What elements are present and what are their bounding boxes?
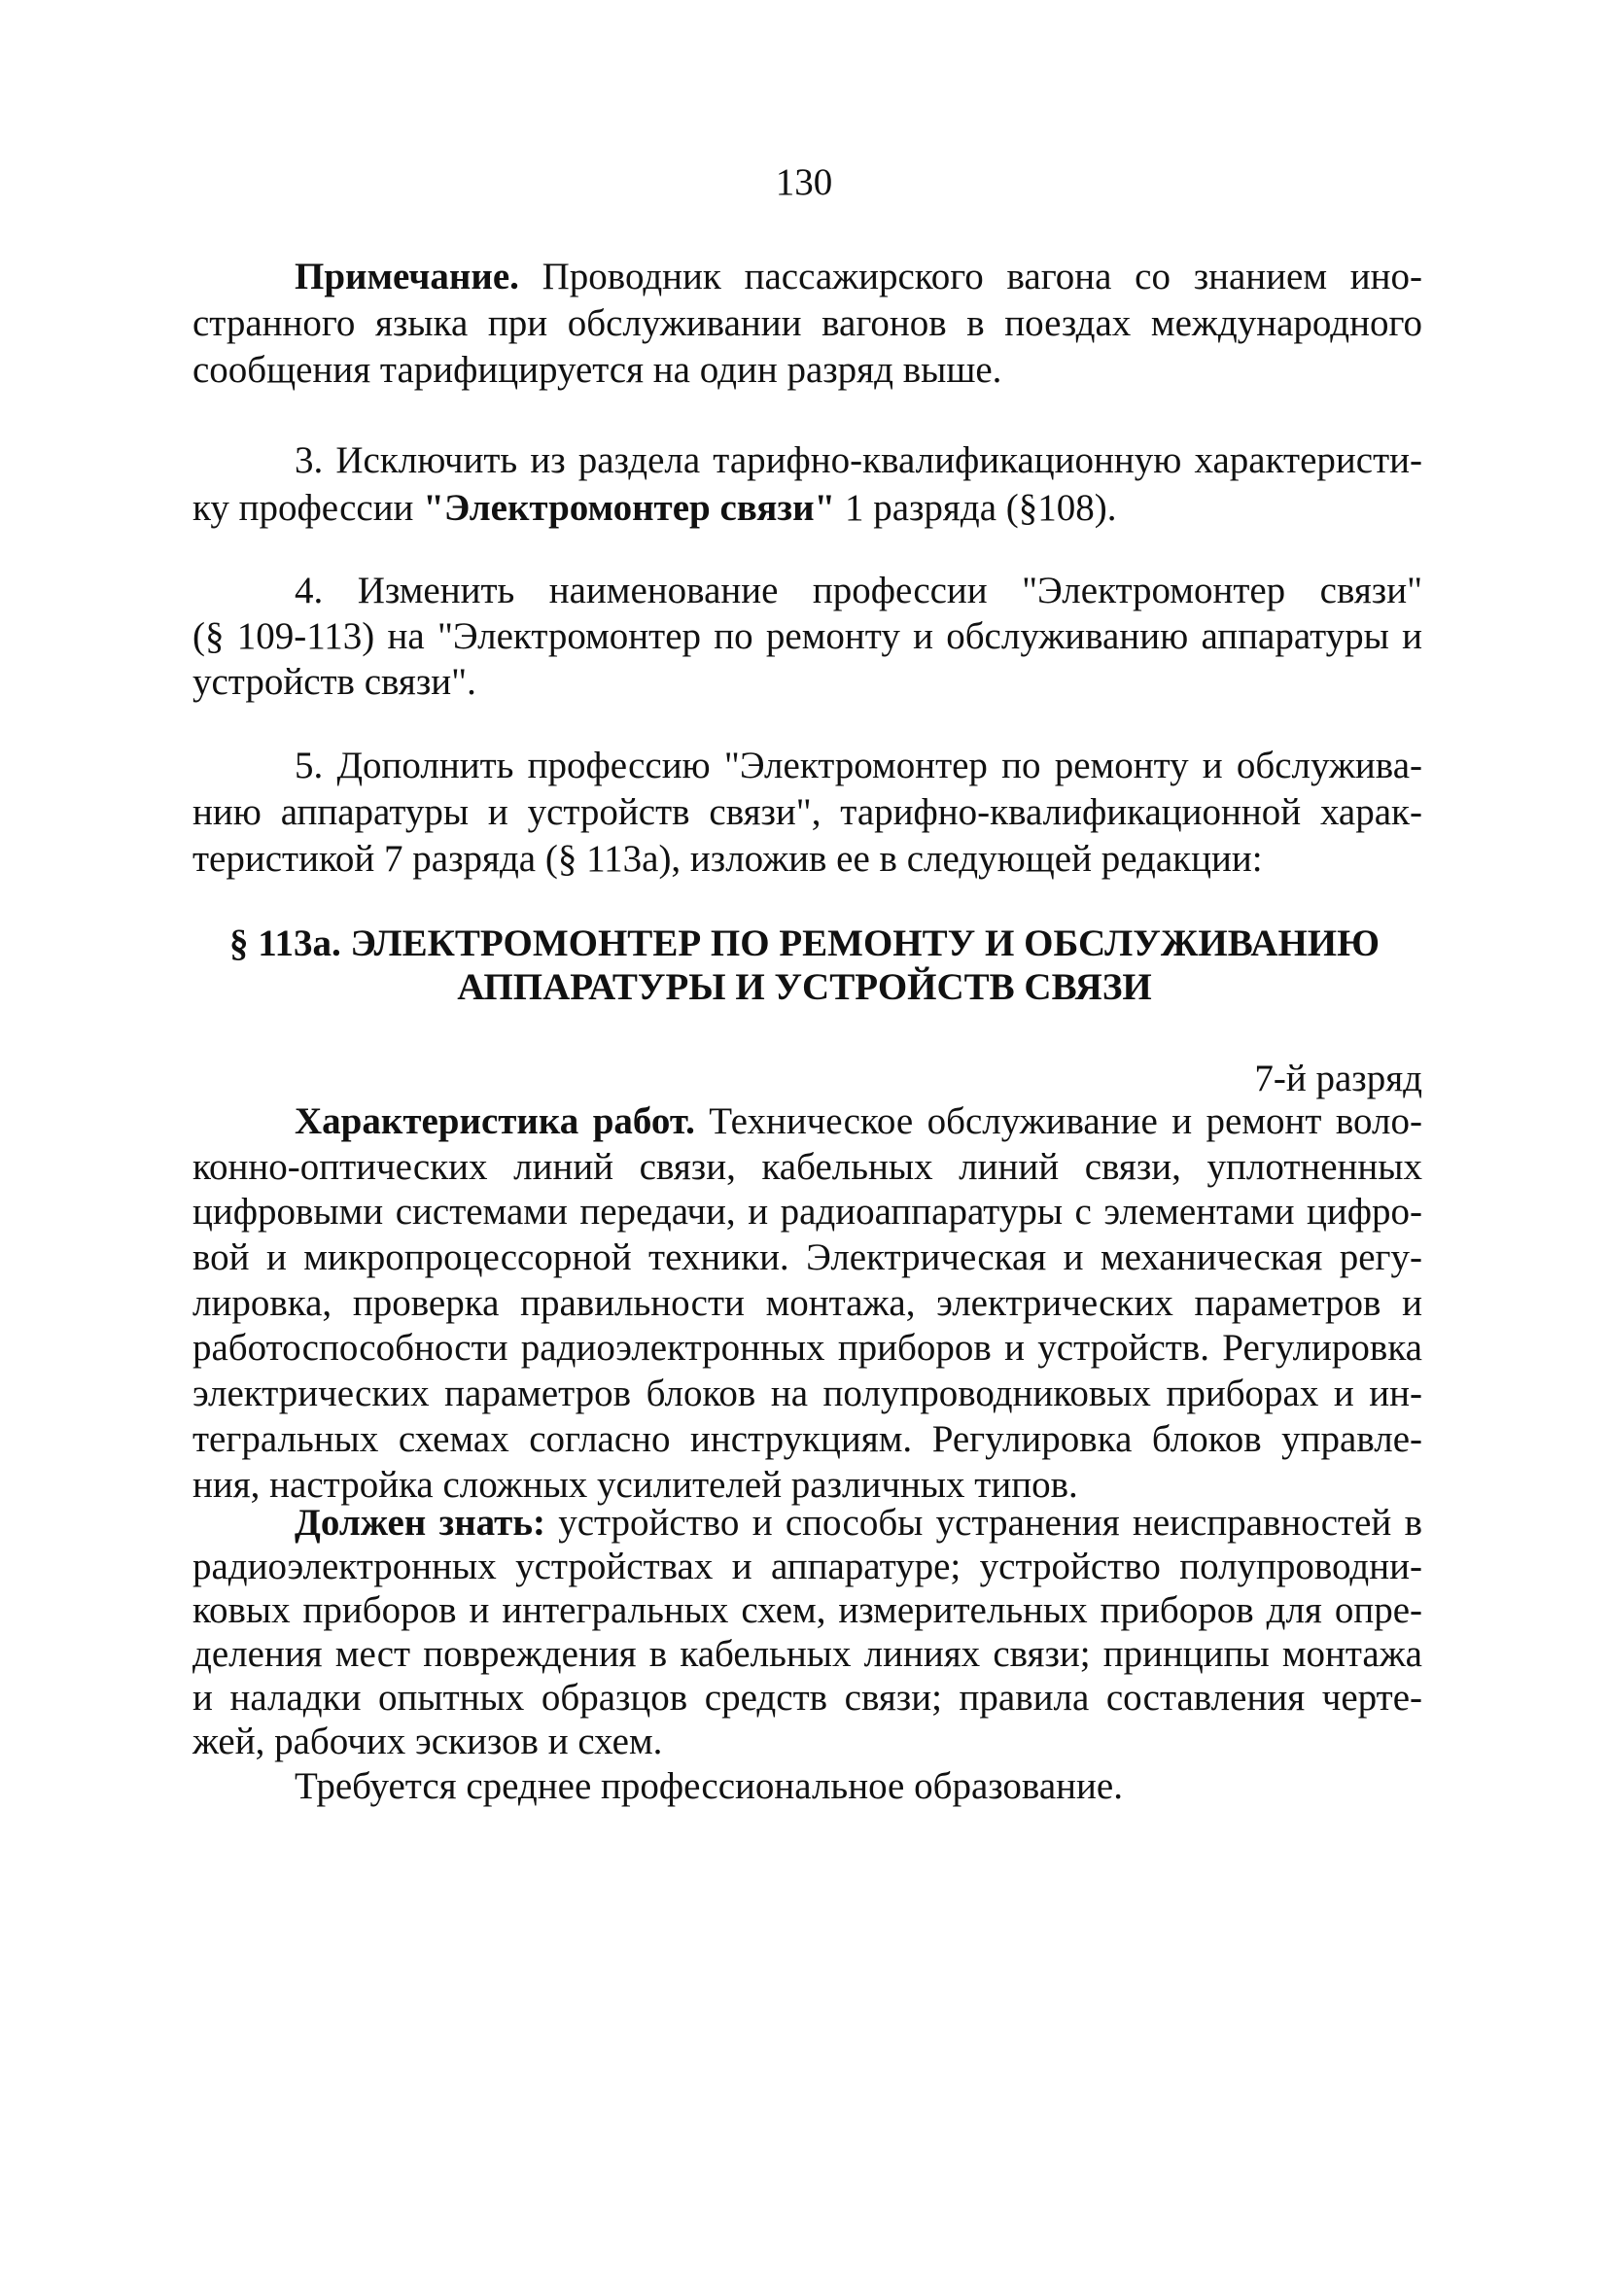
bold-text: Характеристика работ. [295, 1100, 695, 1142]
section-heading [204, 922, 1405, 1009]
text-line [192, 568, 1422, 613]
text-line [192, 1720, 1422, 1763]
text-segment: вой и микропроцессорной техники. Электрическая и механическая регу- [192, 1236, 1422, 1279]
text-segment: цифровыми системами передачи, и радиоаппаратуры с элементами цифро- [192, 1191, 1422, 1234]
item-5-paragraph [192, 743, 1422, 883]
text-line [192, 1588, 1422, 1632]
text-line [192, 1372, 1422, 1417]
text-line [192, 1545, 1422, 1588]
work-characteristics-paragraph [192, 1099, 1422, 1508]
text-line [192, 436, 1422, 484]
text-line [192, 1632, 1422, 1676]
text-segment: деления мест повреждения в кабельных линиях связи; принципы монтажа [192, 1633, 1422, 1675]
text-line [192, 1501, 1422, 1545]
text-segment: устройство и способы устранения неисправностей в [544, 1502, 1422, 1544]
note-paragraph [192, 254, 1422, 394]
text-segment: радиоэлектронных устройствах и аппаратуре; устройство полупроводни- [192, 1546, 1422, 1587]
text-segment: лировка, проверка правильности монтажа, электрических параметров и [192, 1281, 1422, 1324]
text-line [192, 254, 1422, 300]
text-segment: 1 разряда (§108). [835, 487, 1117, 529]
grade-label: 7-й разряд [1254, 1058, 1422, 1099]
text-segment: Требуется среднее профессиональное образование. [295, 1765, 1123, 1807]
text-segment: устройств связи". [192, 661, 476, 703]
text-line [192, 1235, 1422, 1281]
text-segment: Техническое обслуживание и ремонт воло- [694, 1100, 1422, 1142]
text-line [204, 965, 1405, 1009]
text-line [192, 613, 1422, 659]
text-segment: и наладки опытных образцов средств связи; правила составления черте- [192, 1677, 1422, 1719]
text-line [192, 659, 1422, 705]
text-line [192, 1326, 1422, 1372]
text-segment: 3. Исключить из раздела тарифно-квалификационную характеристи- [295, 439, 1422, 481]
text-segment: конно-оптических линий связи, кабельных линий связи, уплотненных [192, 1145, 1422, 1188]
text-line [192, 1417, 1422, 1463]
text-segment: ку профессии [192, 487, 424, 529]
text-line [204, 922, 1405, 965]
text-line [192, 1763, 1422, 1810]
text-segment: (§ 109-113) на "Электромонтер по ремонту и обслуживанию аппаратуры и [192, 615, 1422, 657]
must-know-paragraph [192, 1501, 1422, 1763]
text-segment: 5. Дополнить профессию "Электромонтер по ремонту и обслужива- [295, 745, 1422, 786]
bold-text: "Электромонтер связи" [423, 487, 836, 529]
text-line [192, 484, 1422, 532]
text-segment: странного языка при обслуживании вагонов в поездах международного [192, 302, 1422, 344]
bold-text: Примечание. [295, 256, 519, 297]
text-line [192, 1676, 1422, 1720]
text-segment: сообщения тарифицируется на один разряд выше. [192, 349, 1002, 391]
page-number: 130 [775, 161, 833, 203]
item-4-paragraph [192, 568, 1422, 705]
text-line [192, 1145, 1422, 1191]
text-segment: жей, рабочих эскизов и схем. [192, 1721, 663, 1762]
bold-text: Должен знать: [295, 1502, 545, 1544]
text-segment: АППАРАТУРЫ И УСТРОЙСТВ СВЯЗИ [457, 966, 1152, 1008]
text-line [192, 836, 1422, 883]
text-segment: электрических параметров блоков на полупроводниковых приборах и ин- [192, 1373, 1422, 1415]
text-segment: ковых приборов и интегральных схем, измерительных приборов для опре- [192, 1589, 1422, 1631]
text-segment: 4. Изменить наименование профессии "Электромонтер связи" [295, 570, 1422, 611]
text-line [192, 789, 1422, 836]
text-segment: ния, настройка сложных усилителей различных типов. [192, 1463, 1078, 1506]
text-line [192, 1099, 1422, 1145]
text-segment: нию аппаратуры и устройств связи", тарифно-квалификационной харак- [192, 791, 1422, 833]
item-3-paragraph [192, 436, 1422, 532]
text-line [192, 347, 1422, 394]
text-segment: § 113а. ЭЛЕКТРОМОНТЕР ПО РЕМОНТУ И ОБСЛУЖИВАНИЮ [228, 922, 1381, 964]
text-segment: теристикой 7 разряда (§ 113а), изложив ее в следующей редакции: [192, 838, 1263, 880]
text-line [192, 1281, 1422, 1327]
text-line [192, 300, 1422, 347]
requirements-paragraph [192, 1763, 1422, 1810]
text-segment: тегральных схемах согласно инструкциям. Регулировка блоков управле- [192, 1417, 1422, 1460]
text-line [192, 743, 1422, 789]
text-segment: работоспособности радиоэлектронных приборов и устройств. Регулировка [192, 1327, 1422, 1370]
text-line [192, 1190, 1422, 1235]
text-segment: Проводник пассажирского вагона со знанием ино- [518, 256, 1422, 297]
